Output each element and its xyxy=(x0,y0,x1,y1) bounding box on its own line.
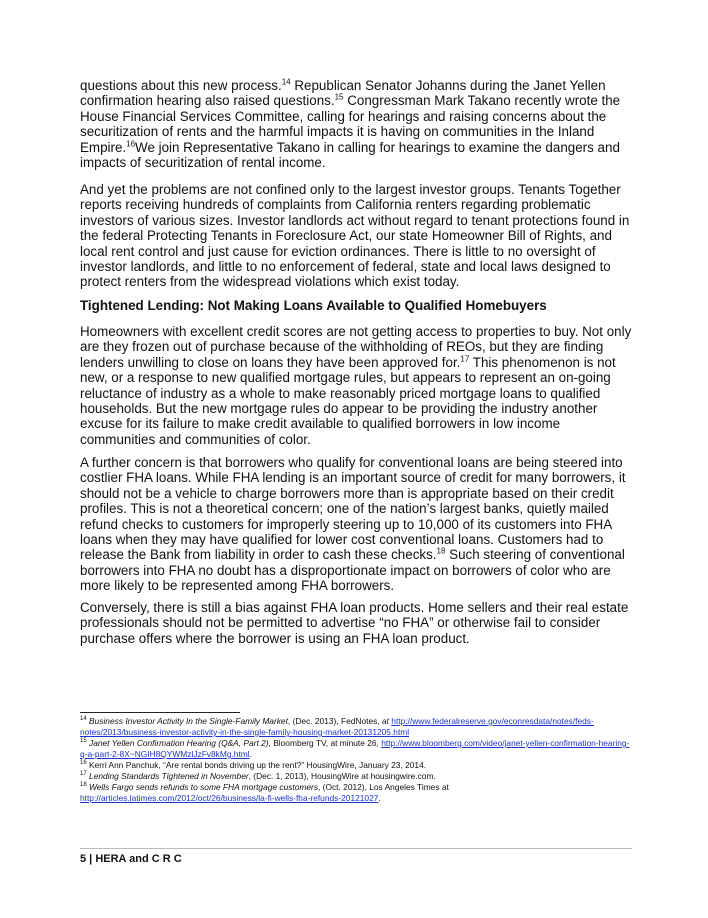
paragraph-5: Conversely, there is still a bias against FHA loan products. Home sellers and their real estate professionals should not be permitted to advertise “no FHA” or otherwise fail to consider purchase offers where the borrower is using an FHA loan product. xyxy=(80,600,629,646)
footnote-link[interactable]: http://www.bloomberg.com/video/janet-yellen-confirmation-hearing-q-a-part-2-8X~NGIH8QYWMzlJzFv8kMg.html xyxy=(80,738,630,759)
footer-label: HERA and C R C xyxy=(95,853,182,865)
paragraph-4 xyxy=(80,455,632,594)
footnote-ref: 18 xyxy=(436,546,446,556)
paragraph-text: Republican Senator Johanns during the Janet Yellen confirmation hearing also raised questions. xyxy=(80,78,606,109)
footnote-link[interactable]: http://articles.latimes.com/2012/oct/26/business/la-fi-wells-fha-refunds-20121027 xyxy=(80,793,379,803)
footnote-text: , Bloomberg TV, at minute 26, xyxy=(268,738,382,748)
footnote-text: , (Dec. 1, 2013), HousingWire at housingwire.com. xyxy=(248,771,436,781)
footnote-18 xyxy=(80,782,632,804)
footnote-number: 18 xyxy=(80,782,87,789)
paragraph-1 xyxy=(80,78,632,170)
footnotes xyxy=(80,716,632,804)
footnote-15 xyxy=(80,738,632,760)
body-text xyxy=(80,182,632,290)
paragraph-text: Such steering of conventional borrowers into FHA no doubt has a disproportionate impact on borrowers of color who are more likely to be represented among FHA borrowers. xyxy=(80,547,625,594)
page-number: 5 xyxy=(80,853,87,865)
footnote-number: 16 xyxy=(80,760,87,767)
footnote-text: . xyxy=(378,793,381,803)
footnote-ref: 15 xyxy=(334,92,344,102)
footnote-14 xyxy=(80,716,632,738)
footnote-ref: 16 xyxy=(126,139,136,149)
body-text xyxy=(80,78,632,170)
footnote-number: 14 xyxy=(80,716,87,723)
footnote-title: Wells Fargo sends refunds to some FHA mortgage customers xyxy=(89,782,319,792)
paragraph-text: We join Representative Takano in calling for hearings to examine the dangers and impacts of securitization of rental income. xyxy=(80,139,620,171)
footnote-number: 17 xyxy=(80,771,87,778)
footnote-text: , (Dec. 2013), FedNotes, xyxy=(287,716,382,726)
footer-separator xyxy=(80,848,632,849)
footnote-title: Business Investor Activity In the Single-Family Market xyxy=(89,716,288,726)
paragraph-text: questions about this new process. xyxy=(80,78,282,93)
footer-separator-text: | xyxy=(86,853,96,865)
footnote-text: , (Oct. 2012), Los Angeles Times at xyxy=(318,782,449,792)
footnote-title: Janet Yellen Confirmation Hearing (Q&A, Part 2) xyxy=(89,738,269,748)
paragraph-3 xyxy=(80,324,632,447)
paragraph-text: Homeowners with excellent credit scores are not getting access to properties to buy. Not only are they frozen out of purchase because of the withholding of REOs, but they are finding lenders unwilling to close on loans they have been approved for. xyxy=(80,324,632,370)
footnote-link[interactable]: http://www.federalreserve.gov/econresdata/notes/feds-notes/2013/business-investor-activity-in-the-single-family-housing-market-20131205.html xyxy=(80,716,594,737)
section-heading: Tightened Lending: Not Making Loans Available to Qualified Homebuyers xyxy=(80,298,547,313)
paragraph-text: This phenomenon is not new, or a response to new qualified mortgage rules, but appears to represent an on-going reluctance of industry as a whole to make reasonably priced mortgage loans to qualified households. But the new mortgage rules do appear to be providing the industry another excuse for its failure to make credit available to qualified borrowers in low income communities and communities of color. xyxy=(80,354,616,447)
body-text xyxy=(80,298,632,313)
paragraph-text: Congressman Mark Takano recently wrote the House Financial Services Committee, calling for hearings and raising concerns about the securitization of rents and the harmful impacts it is having on communities in the Inland Empire. xyxy=(80,93,621,155)
footnote-number: 15 xyxy=(80,738,87,745)
footnote-16 xyxy=(80,760,632,771)
footnote-17 xyxy=(80,771,632,782)
footnote-text: Kerri Ann Panchuk, “Are rental bonds driving up the rent?” HousingWire, January 23, 2014. xyxy=(89,760,427,770)
paragraph-2: And yet the problems are not confined only to the largest investor groups. Tenants Together reports receiving hundreds of complaints from California renters regarding problematic investors of various sizes. Investor landlords act without regard to tenant protections found in the federal Protecting Tenants in Foreclosure Act, our state Homeowner Bill of Rights, and local rent control and just cause for eviction ordinances. There is little to no oversight of investor landlords, and little to no enforcement of federal, state and local laws designed to protect renters from the widespread violations which exist today. xyxy=(80,182,630,290)
body-text xyxy=(80,324,632,447)
footnote-title: Lending Standards Tightened in November xyxy=(89,771,249,781)
footnote-text: at xyxy=(381,716,389,726)
page-footer xyxy=(80,853,182,865)
footnote-separator xyxy=(80,712,240,713)
footnote-ref: 14 xyxy=(281,77,291,87)
footnote-ref: 17 xyxy=(460,354,470,364)
body-text xyxy=(80,455,632,594)
body-text xyxy=(80,600,632,646)
footnote-text: . xyxy=(249,749,252,759)
paragraph-text: A further concern is that borrowers who qualify for conventional loans are being steered into costlier FHA loans. While FHA lending is an important source of credit for many borrowers, it should not be a vehicle to charge borrowers more than is appropriate based on their credit profiles. This is not a theoretical concern; one of the nation’s largest banks, quietly mailed refund checks to customers for improperly steering up to 10,000 of its customers into FHA loans when they may have qualified for lower cost conventional loans. Customers had to release the Bank from liability in order to cash these checks. xyxy=(80,455,626,563)
